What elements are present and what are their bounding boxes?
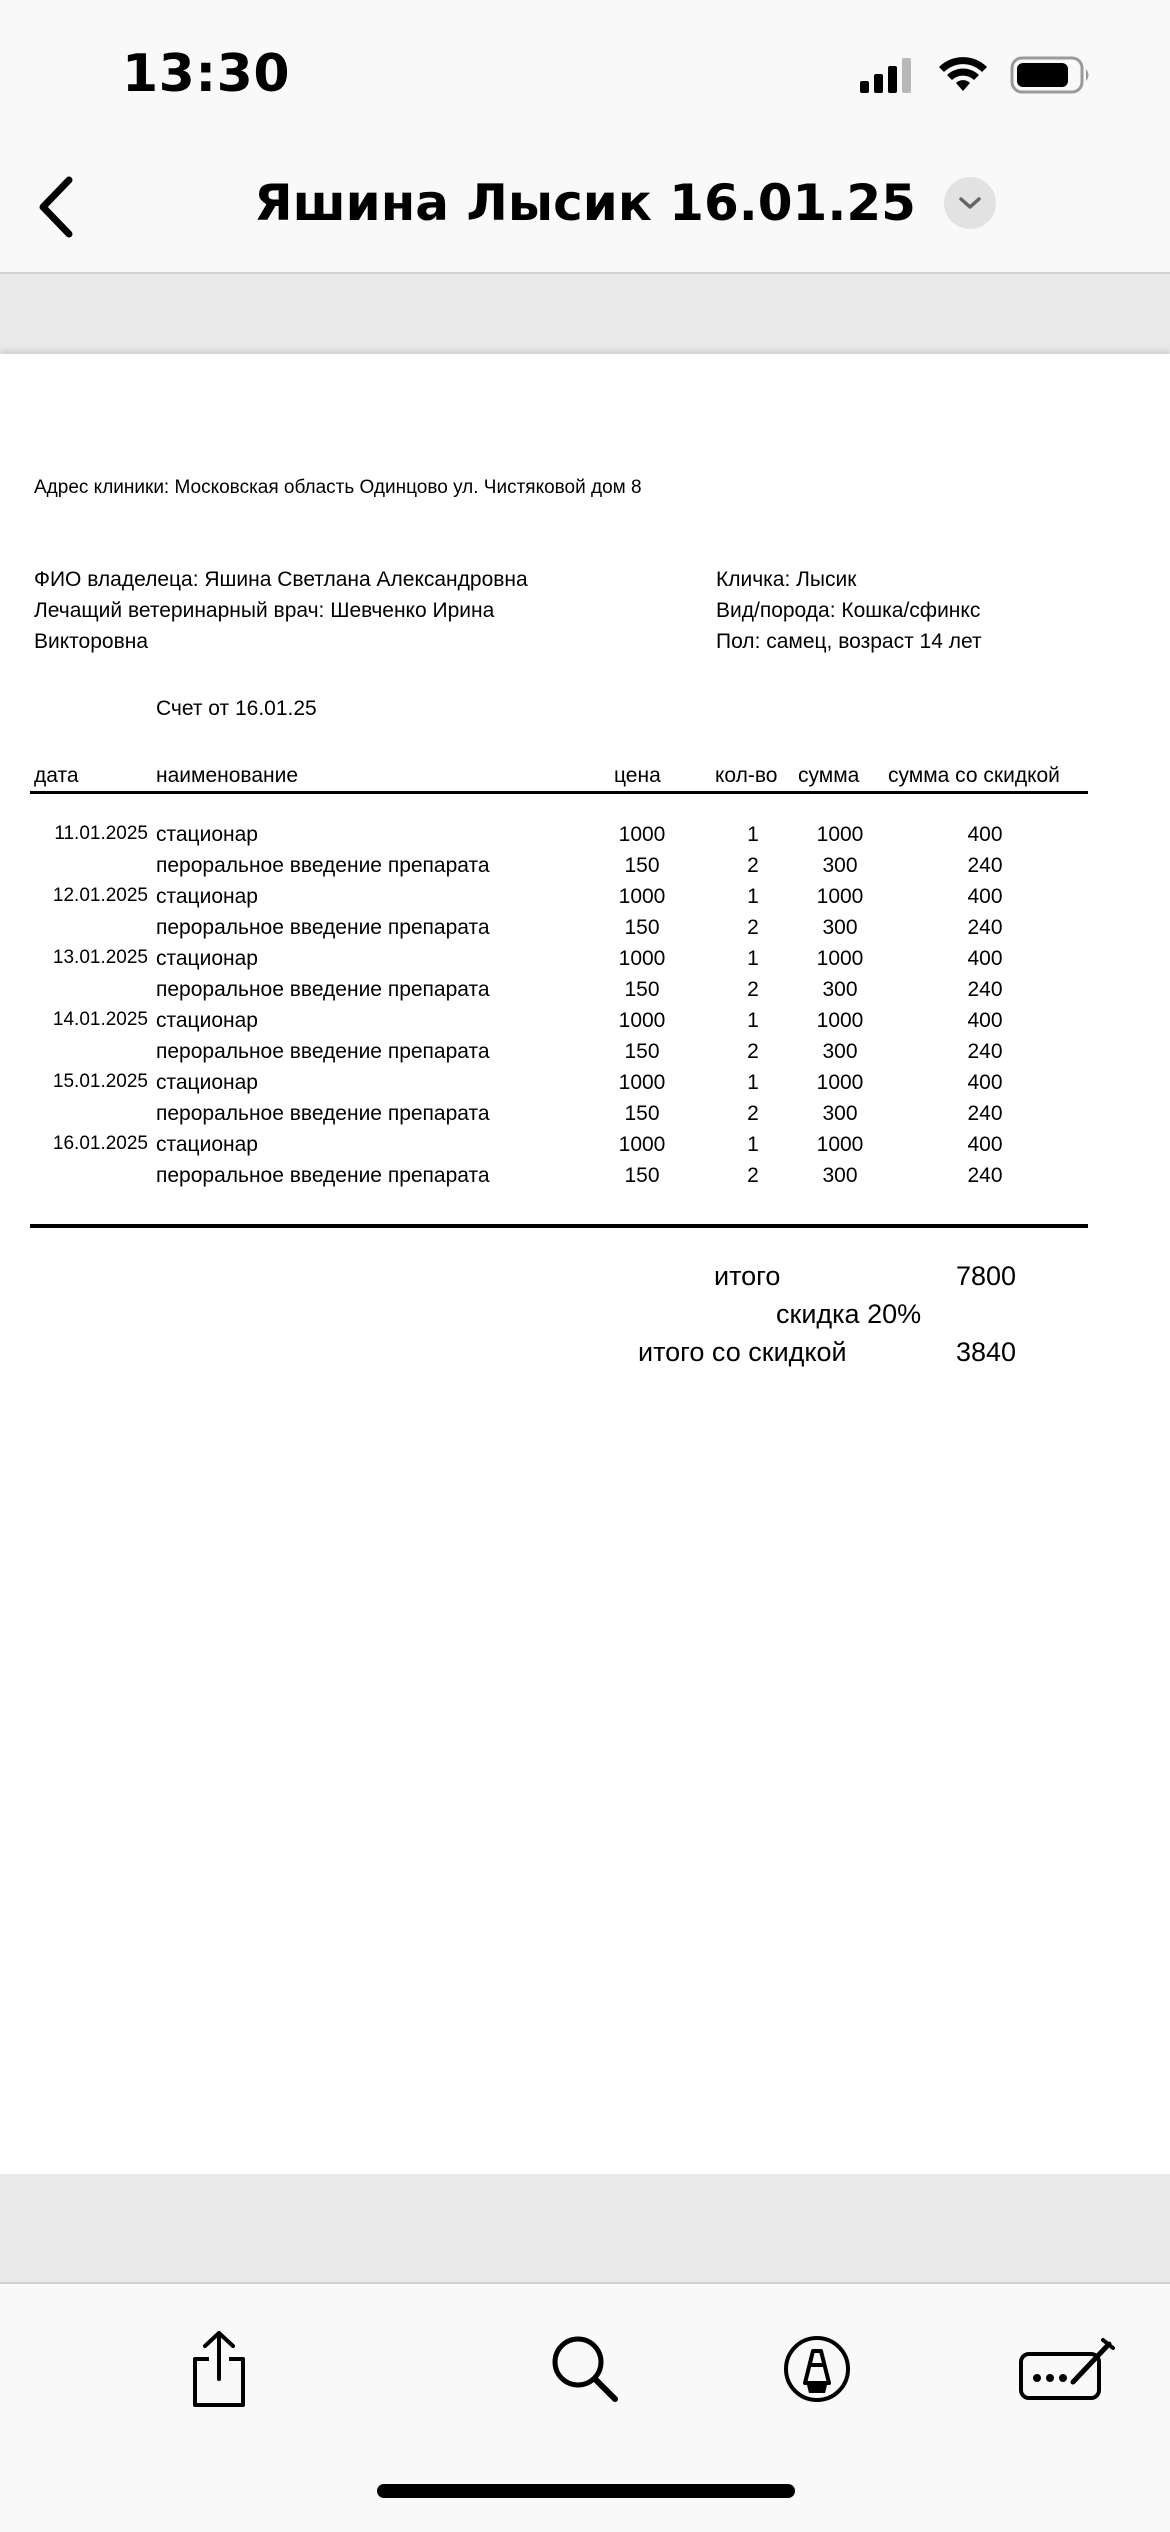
cellular-signal-icon xyxy=(860,57,916,93)
cell-qty: 1 xyxy=(747,823,759,846)
vet-name-line2: Викторовна xyxy=(34,630,149,653)
cell-name: стационар xyxy=(156,823,258,846)
document-title-bar xyxy=(0,174,1170,232)
cell-qty: 2 xyxy=(747,1040,759,1063)
header-rule xyxy=(30,791,1088,794)
cell-date: 12.01.2025 xyxy=(52,885,148,906)
cell-sum-discount: 400 xyxy=(967,947,1003,970)
cell-sum: 300 xyxy=(822,854,858,877)
cell-name: стационар xyxy=(156,1071,258,1094)
total-value: 7800 xyxy=(956,1261,1017,1291)
cell-name: стационар xyxy=(156,1133,258,1156)
cell-sum-discount: 400 xyxy=(967,1071,1003,1094)
cell-name: стационар xyxy=(156,947,258,970)
cell-name: пероральное введение препарата xyxy=(156,1164,490,1187)
cell-sum-discount: 400 xyxy=(967,1009,1003,1032)
cell-price: 1000 xyxy=(618,1071,666,1094)
header-sum: сумма xyxy=(798,764,860,787)
cell-sum: 1000 xyxy=(816,1009,864,1032)
cell-name: пероральное введение препарата xyxy=(156,916,490,939)
cell-price: 150 xyxy=(624,854,660,877)
cell-sum: 300 xyxy=(822,978,858,1001)
search-button[interactable] xyxy=(540,2324,630,2414)
cell-sum: 300 xyxy=(822,1102,858,1125)
total-discount-value: 3840 xyxy=(956,1337,1017,1367)
cell-price: 1000 xyxy=(618,1009,666,1032)
header-date: дата xyxy=(34,764,79,787)
cell-price: 1000 xyxy=(618,947,666,970)
cell-qty: 2 xyxy=(747,854,759,877)
pdf-page xyxy=(0,354,1170,2174)
clinic-address: Адрес клиники: Московская область Одинцово ул. Чистяковой дом 8 xyxy=(34,477,642,498)
cell-sum: 1000 xyxy=(816,823,864,846)
discount-label: скидка 20% xyxy=(776,1299,922,1329)
navigation-bar xyxy=(0,150,1170,274)
status-icons xyxy=(860,56,1092,94)
cell-qty: 1 xyxy=(747,885,759,908)
wifi-icon xyxy=(938,57,988,93)
cell-date: 16.01.2025 xyxy=(52,1133,148,1154)
cell-sum-discount: 240 xyxy=(967,1102,1003,1125)
header-qty: кол-во xyxy=(715,764,778,787)
cell-sum: 1000 xyxy=(816,885,864,908)
cell-sum-discount: 400 xyxy=(967,1133,1003,1156)
cell-name: стационар xyxy=(156,1009,258,1032)
cell-price: 1000 xyxy=(618,823,666,846)
cell-qty: 2 xyxy=(747,1164,759,1187)
cell-qty: 2 xyxy=(747,1102,759,1125)
cell-name: пероральное введение препарата xyxy=(156,1040,490,1063)
header-sum-discount: сумма со скидкой xyxy=(888,764,1060,787)
cell-price: 1000 xyxy=(618,1133,666,1156)
cell-qty: 1 xyxy=(747,1071,759,1094)
table-bottom-rule xyxy=(30,1224,1088,1228)
pet-sex-age: Пол: самец, возраст 14 лет xyxy=(716,630,982,653)
header-price: цена xyxy=(614,764,661,787)
cell-sum-discount: 240 xyxy=(967,854,1003,877)
cell-date: 14.01.2025 xyxy=(52,1009,148,1030)
home-indicator xyxy=(377,2484,795,2498)
header-name: наименование xyxy=(156,764,299,787)
cell-sum-discount: 240 xyxy=(967,1040,1003,1063)
cell-sum: 1000 xyxy=(816,1133,864,1156)
cell-date: 13.01.2025 xyxy=(52,947,148,968)
share-icon xyxy=(187,2329,251,2409)
cell-qty: 1 xyxy=(747,1009,759,1032)
cell-price: 150 xyxy=(624,978,660,1001)
chevron-down-icon xyxy=(958,195,982,211)
total-discount-label: итого со скидкой xyxy=(638,1337,847,1367)
cell-sum-discount: 400 xyxy=(967,823,1003,846)
status-time: 13:30 xyxy=(122,44,291,104)
cell-qty: 2 xyxy=(747,916,759,939)
cell-sum-discount: 400 xyxy=(967,885,1003,908)
cell-sum-discount: 240 xyxy=(967,978,1003,1001)
owner-name: ФИО владелеца: Яшина Светлана Александровна xyxy=(34,568,528,591)
cell-qty: 1 xyxy=(747,1133,759,1156)
cell-date: 15.01.2025 xyxy=(52,1071,148,1092)
cell-date: 11.01.2025 xyxy=(54,823,148,844)
fill-sign-button[interactable] xyxy=(1012,2324,1122,2414)
cell-name: пероральное введение препарата xyxy=(156,854,490,877)
document-title: Яшина Лысик 16.01.25 xyxy=(254,174,916,232)
document-background-bottom xyxy=(0,2174,1170,2284)
invoice-title: Счет от 16.01.25 xyxy=(156,697,317,720)
cell-sum-discount: 240 xyxy=(967,1164,1003,1187)
cell-name: пероральное введение препарата xyxy=(156,1102,490,1125)
title-menu-button[interactable] xyxy=(944,177,996,229)
status-bar xyxy=(0,0,1170,150)
cell-name: стационар xyxy=(156,885,258,908)
cell-sum: 1000 xyxy=(816,947,864,970)
cell-sum: 300 xyxy=(822,916,858,939)
pet-name: Кличка: Лысик xyxy=(716,568,857,591)
markup-icon xyxy=(781,2333,853,2405)
cell-price: 150 xyxy=(624,1164,660,1187)
cell-sum: 300 xyxy=(822,1040,858,1063)
markup-button[interactable] xyxy=(772,2324,862,2414)
pet-breed: Вид/порода: Кошка/сфинкс xyxy=(716,599,981,622)
vet-name-line1: Лечащий ветеринарный врач: Шевченко Ирина xyxy=(34,599,495,622)
cell-sum-discount: 240 xyxy=(967,916,1003,939)
search-icon xyxy=(549,2333,621,2405)
cell-qty: 1 xyxy=(747,947,759,970)
total-label: итого xyxy=(714,1261,781,1291)
battery-icon xyxy=(1010,56,1092,94)
cell-price: 150 xyxy=(624,916,660,939)
cell-price: 150 xyxy=(624,1102,660,1125)
share-button[interactable] xyxy=(174,2324,264,2414)
signature-icon xyxy=(1017,2336,1117,2402)
cell-name: пероральное введение препарата xyxy=(156,978,490,1001)
cell-price: 150 xyxy=(624,1040,660,1063)
cell-sum: 1000 xyxy=(816,1071,864,1094)
cell-price: 1000 xyxy=(618,885,666,908)
cell-sum: 300 xyxy=(822,1164,858,1187)
document-background-top xyxy=(0,274,1170,354)
cell-qty: 2 xyxy=(747,978,759,1001)
